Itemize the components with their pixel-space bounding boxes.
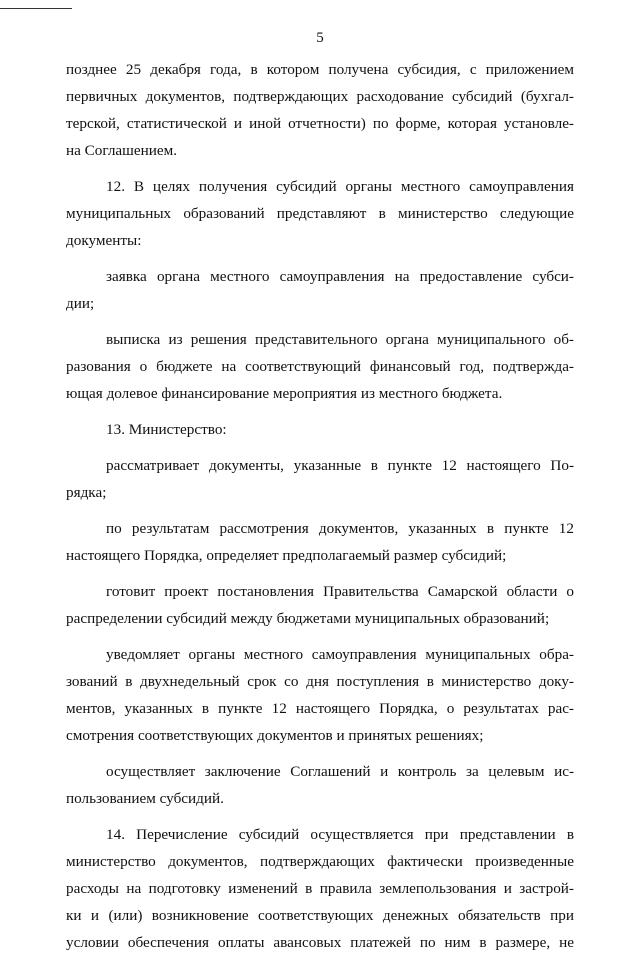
paragraph-gap (66, 443, 574, 452)
paragraph-gap (66, 749, 574, 758)
paragraph (66, 578, 574, 632)
document-body (66, 56, 574, 956)
text-line: рассматривает документы, указанные в пункте 12 настоящего По- (106, 457, 574, 474)
text-line: настоящего Порядка, определяет предполагаемый размер субсидий; (66, 547, 507, 564)
paragraph (66, 821, 574, 956)
text-line: на Соглашением. (66, 142, 178, 159)
scan-corner-mark (0, 0, 72, 9)
text-line: пользованием субсидий. (66, 790, 224, 807)
text-line: министерство документов, подтверждающих фактически произведенные (66, 853, 574, 870)
text-line: документы: (66, 232, 142, 249)
text-line: по результатам рассмотрения документов, указанных в пункте 12 (106, 520, 574, 537)
text-line: осуществляет заключение Соглашений и контроль за целевым ис- (106, 763, 574, 780)
paragraph-gap (66, 317, 574, 326)
paragraph (66, 56, 574, 164)
text-line: ющая долевое финансирование мероприятия из местного бюджета. (66, 385, 503, 402)
text-line: муниципальных образований представляют в министерство следующие (66, 205, 574, 222)
paragraph (66, 263, 574, 317)
text-line: распределении субсидий между бюджетами муниципальных образований; (66, 610, 550, 627)
text-line: выписка из решения представительного органа муниципального об- (106, 331, 574, 348)
text-line: ментов, указанных в пункте 12 настоящего Порядка, о результатах рас- (66, 700, 574, 717)
text-line: готовит проект постановления Правительства Самарской области о (106, 583, 574, 600)
paragraph (66, 452, 574, 506)
paragraph-gap (66, 506, 574, 515)
text-line: заявка органа местного самоуправления на предоставление субси- (106, 268, 574, 285)
text-line: 12. В целях получения субсидий органы местного самоуправления (106, 178, 574, 195)
text-line: дии; (66, 295, 95, 312)
paragraph-gap (66, 569, 574, 578)
page-number: 5 (316, 30, 324, 46)
text-line: 14. Перечисление субсидий осуществляется при представлении в (106, 826, 574, 843)
text-line: первичных документов, подтверждающих расходование субсидий (бухгал- (66, 88, 574, 105)
text-line: 13. Министерство: (106, 421, 227, 438)
paragraph (66, 326, 574, 407)
text-line: разования о бюджете на соответствующий финансовый год, подтвержда- (66, 358, 574, 375)
text-line: позднее 25 декабря года, в котором получена субсидия, с приложением (66, 61, 574, 78)
paragraph-gap (66, 164, 574, 173)
paragraph-gap (66, 254, 574, 263)
text-line: условии обеспечения оплаты авансовых платежей по ним в размере, не (66, 934, 574, 951)
paragraph (66, 641, 574, 749)
text-line: расходы на подготовку изменений в правила землепользования и застрой- (66, 880, 574, 897)
text-line: рядка; (66, 484, 107, 501)
paragraph-gap (66, 812, 574, 821)
paragraph-gap (66, 632, 574, 641)
paragraph (66, 758, 574, 812)
paragraph (66, 173, 574, 254)
text-line: терской, статистической и иной отчетности) по форме, которая установле- (66, 115, 574, 132)
paragraph (66, 515, 574, 569)
text-line: ки и (или) возникновение соответствующих денежных обязательств при (66, 907, 574, 924)
paragraph-gap (66, 407, 574, 416)
text-line: уведомляет органы местного самоуправления муниципальных обра- (106, 646, 574, 663)
text-line: смотрения соответствующих документов и принятых решениях; (66, 727, 484, 744)
text-line: зований в двухнедельный срок со дня поступления в министерство доку- (66, 673, 574, 690)
paragraph (66, 416, 574, 443)
